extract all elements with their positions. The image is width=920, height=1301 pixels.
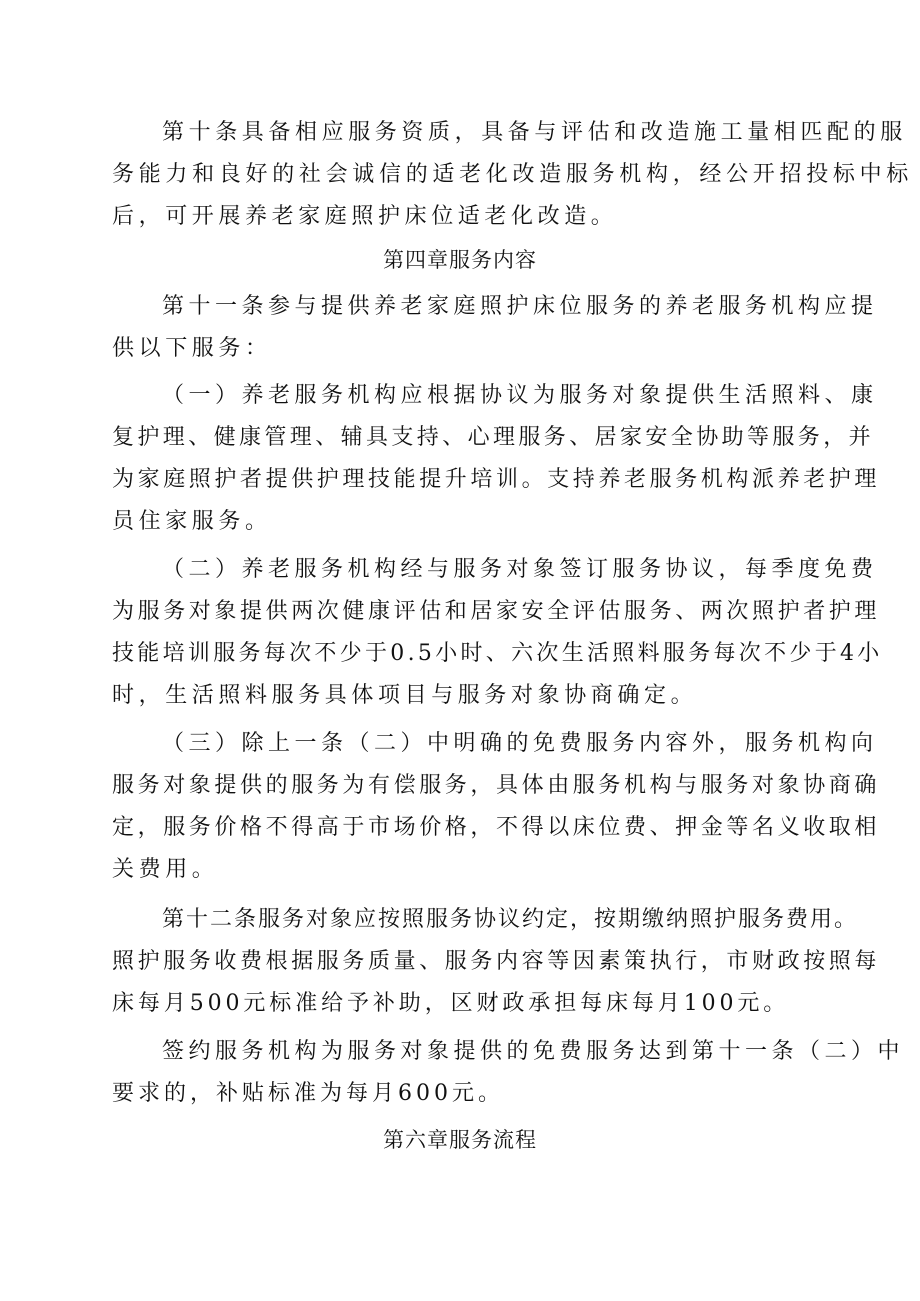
item-3-line-3: 定，服务价格不得高于市场价格，不得以床位费、押金等名义收取相 xyxy=(112,815,881,840)
item-2-line-1: （二）养老服务机构经与服务对象签订服务协议，每季度免费 xyxy=(162,557,878,582)
article-12-line-2: 照护服务收费根据服务质量、服务内容等因素策执行，市财政按照每 xyxy=(112,949,881,974)
article-11-line-1: 第十一条参与提供养老家庭照护床位服务的养老服务机构应提 xyxy=(162,294,878,319)
contract-line-2: 要求的，补贴标准为每月600元。 xyxy=(112,1081,504,1106)
article-12-line-3: 床每月500元标准给予补助，区财政承担每床每月100元。 xyxy=(112,991,790,1016)
chapter-4-heading: 第四章服务内容 xyxy=(383,248,537,272)
article-10-line-2: 务能力和良好的社会诚信的适老化改造服务机构，经公开招投标中标 xyxy=(112,162,914,187)
item-2-line-3: 技能培训服务每次不少于0.5小时、六次生活照料服务每次不少于4小 xyxy=(112,641,883,666)
item-3-line-4: 关费用。 xyxy=(112,857,219,882)
contract-line-1: 签约服务机构为服务对象提供的免费服务达到第十一条（二）中 xyxy=(162,1039,905,1064)
item-1-line-1: （一）养老服务机构应根据协议为服务对象提供生活照料、康 xyxy=(162,383,878,408)
article-10-line-3: 后，可开展养老家庭照护床位适老化改造。 xyxy=(112,204,618,229)
item-2-line-2: 为服务对象提供两次健康评估和居家安全评估服务、两次照护者护理 xyxy=(112,599,881,624)
item-1-line-3: 为家庭照护者提供护理技能提升培训。支持养老服务机构派养老护理 xyxy=(112,467,881,492)
article-11-line-2: 供以下服务： xyxy=(112,336,272,361)
item-3-line-1: （三）除上一条（二）中明确的免费服务内容外，服务机构向 xyxy=(162,731,878,756)
item-1-line-2: 复护理、健康管理、辅具支持、心理服务、居家安全协助等服务，并 xyxy=(112,425,875,450)
article-10-line-1: 第十条具备相应服务资质，具备与评估和改造施工量相匹配的服 xyxy=(162,120,907,145)
item-3-line-2: 服务对象提供的服务为有偿服务，具体由服务机构与服务对象协商确 xyxy=(112,773,881,798)
chapter-6-heading: 第六章服务流程 xyxy=(383,1128,537,1152)
item-1-line-4: 员住家服务。 xyxy=(112,509,272,534)
article-12-line-1: 第十二条服务对象应按照服务协议约定，按期缴纳照护服务费用。 xyxy=(162,907,859,932)
item-2-line-4: 时，生活照料服务具体项目与服务对象协商确定。 xyxy=(112,683,698,708)
